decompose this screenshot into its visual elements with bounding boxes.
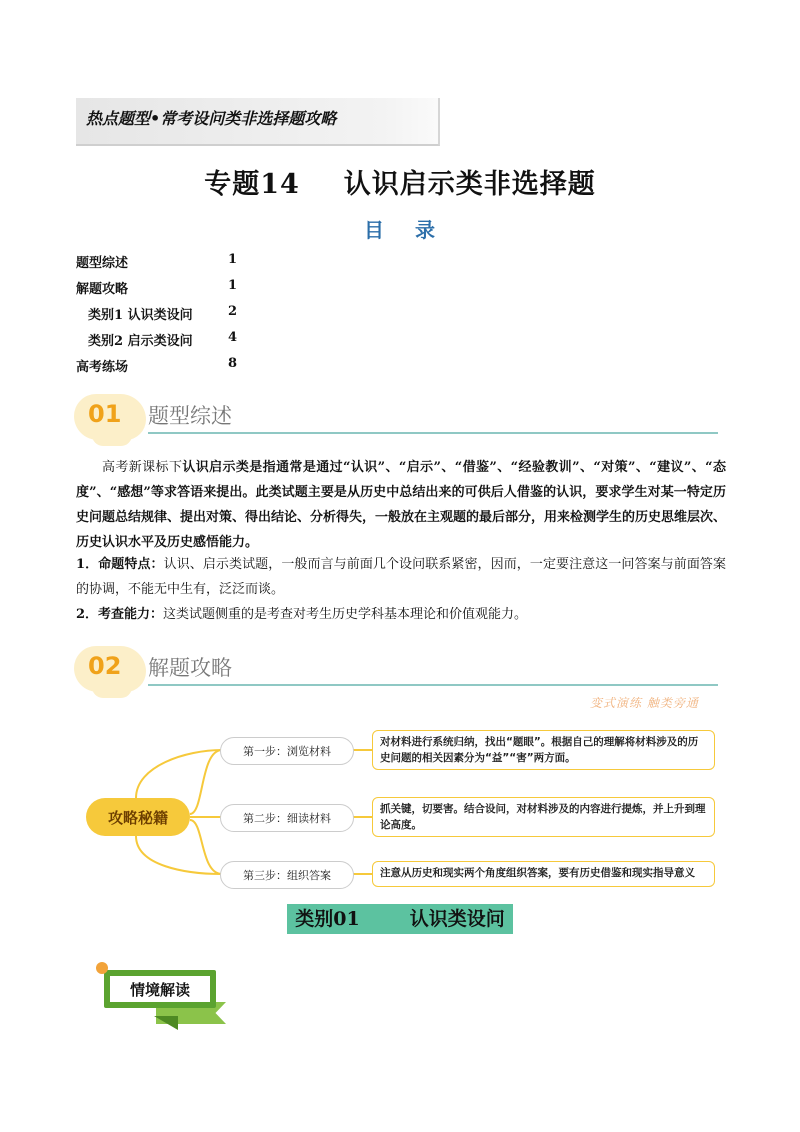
toc-heading-char-1: 目 [364,218,385,242]
category-title: 认识类设问 [406,904,509,934]
section-number: 01 [88,400,122,428]
mindmap-step-2-desc: 抓关键，切要害。结合设问，对材料涉及的内容进行提炼，并上升到理论高度。 [372,797,715,837]
point-ability [76,602,726,627]
toc-item-label: 题型综述 [76,256,129,271]
mindmap [76,726,726,896]
toc-item-label: 类别2 启示类设问 [88,334,193,349]
toc-item-label: 高考练场 [76,360,129,375]
toc-item-page: 4 [228,330,238,345]
section-number: 02 [88,652,122,680]
toc-item-category-2[interactable] [88,330,193,349]
category-heading [0,904,800,934]
toc-item-page: 8 [228,356,238,371]
toc-item-label: 类别1 认识类设问 [88,308,193,323]
mindmap-step-1: 第一步：浏览材料 [220,737,354,765]
mindmap-step-3: 第三步：组织答案 [220,861,354,889]
toc-item-overview[interactable] [76,252,128,271]
category-number: 类别01 [291,904,363,934]
point-feature [76,552,726,602]
section-divider [148,432,718,434]
page-title [0,162,800,201]
point-feature-label: 1．命题特点： [76,557,164,572]
section-header-overview [70,392,720,452]
mindmap-step-2: 第二步：细读材料 [220,804,354,832]
section-title: 解题攻略 [148,656,232,680]
mindmap-step-3-desc: 注意从历史和现实两个角度组织答案，要有历史借鉴和现实指导意义 [372,861,715,887]
toc-item-page: 1 [228,252,238,267]
point-ability-label: 2．考查能力： [76,607,164,622]
toc-item-page: 1 [228,278,238,293]
toc-heading [0,214,800,243]
toc-item-strategy[interactable] [76,278,128,297]
section-title: 题型综述 [148,404,232,428]
toc-heading-char-2: 录 [415,218,436,242]
header-banner [76,98,440,146]
point-feature-text: 认识、启示类试题，一般而言与前面几个设问联系紧密，因而，一定要注意这一问答案与前面答案的协调，不能无中生有，泛泛而谈。 [76,557,726,597]
context-tag [96,962,226,1032]
banner-text: 热点题型•常考设问类非选择题攻略 [86,109,337,128]
overview-definition: 认识启示类是指通常是通过“认识”、“启示”、“借鉴”、“经验教训”、“对策”、“建议”、“态度”、“感想”等求答语来提出。此类试题主要是从历史中总结出来的可供后人借鉴的认识，要求学生对某一特定历史问题总结规律、提出对策、得出结论、分析得失，一般放在主观题的最后部分，用来检测学生的历史思维层次、历史认识水平及历史感悟能力。 [76,460,727,550]
pin-icon [96,962,108,974]
slogan: 变式演练 触类旁通 [590,696,699,710]
toc-item-category-1[interactable] [88,304,193,323]
title-text: 认识启示类非选择题 [343,169,596,200]
toc-item-label: 解题攻略 [76,282,129,297]
tag-label: 情境解读 [110,976,210,1002]
point-ability-text: 这类试题侧重的是考查对考生历史学科基本理论和价值观能力。 [163,607,528,622]
section-divider [148,684,718,686]
toc-item-page: 2 [228,304,238,319]
title-number: 专题14 [204,169,300,200]
overview-paragraph [76,455,726,555]
overview-lead: 高考新课标下 [102,460,183,475]
mindmap-center: 攻略秘籍 [86,798,190,836]
mindmap-step-1-desc: 对材料进行系统归纳，找出“题眼”。根据自己的理解将材料涉及的历史问题的相关因素分为“益”“害”两方面。 [372,730,715,770]
toc-item-practice[interactable] [76,356,128,375]
